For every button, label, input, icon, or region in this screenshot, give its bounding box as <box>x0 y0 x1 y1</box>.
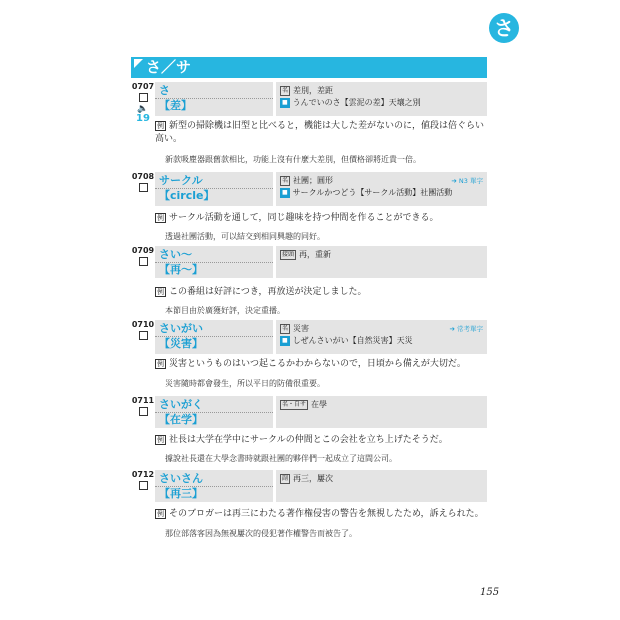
example-sentence <box>155 212 487 225</box>
section-title: さ／サ <box>146 58 192 76</box>
translation: 透過社團活動，可以結交到相同興趣的同好。 <box>165 232 325 241</box>
headword: さいさん <box>159 472 203 485</box>
section-header <box>131 57 487 78</box>
entry-number <box>131 246 155 266</box>
definition-box <box>276 172 487 206</box>
headword-kanji: 【在学】 <box>155 412 273 429</box>
track-number: 19 <box>136 113 150 124</box>
example-mark: 例 <box>157 122 164 130</box>
definition: 差別，差距 <box>293 86 334 95</box>
pos-tag: 接頭 <box>282 250 295 258</box>
headword-box <box>155 396 273 428</box>
example-mark: 例 <box>157 214 164 222</box>
checkbox[interactable] <box>139 331 148 340</box>
translation: 那位部落客因為無視屢次的侵犯著作權警告而被告了。 <box>165 529 357 538</box>
pos-tag: 名 <box>282 176 289 184</box>
headword: さ <box>159 84 170 97</box>
entry-number-text: 0707 <box>131 82 155 91</box>
checkbox[interactable] <box>139 257 148 266</box>
phrase: サークルかつどう【サークル活動】社團活動 <box>292 188 453 197</box>
headword: さいがく <box>159 398 203 411</box>
phrase-tag: ■ <box>282 98 288 106</box>
pos-tag: 名 <box>282 86 289 94</box>
definition-box <box>276 320 487 354</box>
example-mark: 例 <box>157 510 164 518</box>
headword-box <box>155 82 273 116</box>
example-text: 災害というものはいつ起こるかわからないので，日頃から備えが大切だ。 <box>169 359 466 369</box>
headword-kanji: 【再三】 <box>155 486 273 503</box>
phrase-tag: ■ <box>282 336 288 344</box>
entry-number-text: 0710 <box>131 320 155 329</box>
entry-number <box>131 320 155 340</box>
entry-number <box>131 470 155 490</box>
definition: 災害 <box>293 324 310 333</box>
entry-number <box>131 396 155 416</box>
level-tag: ➔ N3 單字 <box>451 177 483 185</box>
headword-box <box>155 470 273 502</box>
example-sentence <box>155 120 487 146</box>
definition: 再，重新 <box>299 250 332 259</box>
pos-tag: 副 <box>282 474 289 482</box>
headword-kanji: 【再～】 <box>155 262 273 279</box>
example-mark: 例 <box>157 360 164 368</box>
entry-number-text: 0709 <box>131 246 155 255</box>
example-sentence <box>155 434 487 447</box>
pos-tag: 名・自サ <box>282 400 307 408</box>
definition: 再三，屢次 <box>293 474 334 483</box>
page-badge: さ <box>489 13 519 43</box>
translation: 本節目由於廣獲好評，決定重播。 <box>165 306 285 315</box>
headword-box <box>155 172 273 206</box>
example-text: サークル活動を通して，同じ趣味を持つ仲間を作ることができる。 <box>169 213 439 223</box>
definition: 社團；圓形 <box>293 176 334 185</box>
phrase-tag: ■ <box>282 188 288 196</box>
translation: 災害隨時都會發生，所以平日的防備很重要。 <box>165 379 325 388</box>
pos-tag: 名 <box>282 324 289 332</box>
entry-number-text: 0708 <box>131 172 155 181</box>
phrase: うんでいのさ【雲泥の差】天壤之別 <box>292 98 421 107</box>
definition-box <box>276 82 487 116</box>
headword-kanji: 【circle】 <box>155 188 273 205</box>
phrase: しぜんさいがい【自然災害】天災 <box>292 336 413 345</box>
headword-box <box>155 320 273 354</box>
level-tag: ➔ 常考單字 <box>449 325 483 333</box>
example-sentence <box>155 286 487 299</box>
definition-box <box>276 396 487 428</box>
example-mark: 例 <box>157 288 164 296</box>
entry-number <box>131 172 155 192</box>
entry-number-text: 0711 <box>131 396 155 405</box>
entry-number <box>131 82 155 124</box>
example-text: 社長は大学在学中にサークルの仲間とこの会社を立ち上げたそうだ。 <box>169 435 448 445</box>
translation: 新款吸塵器跟舊款相比，功能上沒有什麼大差別，但價格卻將近貴一倍。 <box>165 155 421 164</box>
page-number: 155 <box>480 587 500 598</box>
headword: さい～ <box>159 248 192 261</box>
headword-box <box>155 246 273 278</box>
example-text: そのブロガーは再三にわたる著作権侵害の警告を無視したため，訴えられた。 <box>169 509 484 519</box>
checkbox[interactable] <box>139 183 148 192</box>
checkbox[interactable] <box>139 93 148 102</box>
headword: サークル <box>159 174 203 187</box>
example-sentence <box>155 358 487 371</box>
headword: さいがい <box>159 322 203 335</box>
corner-icon <box>134 59 143 68</box>
definition-box <box>276 470 487 502</box>
headword-kanji: 【差】 <box>155 98 273 115</box>
example-text: この番組は好評につき，再放送が決定しました。 <box>169 287 367 297</box>
checkbox[interactable] <box>139 481 148 490</box>
audio-icon[interactable]: 🔈 <box>137 104 149 114</box>
entry-number-text: 0712 <box>131 470 155 479</box>
example-mark: 例 <box>157 436 164 444</box>
example-text: 新型の掃除機は旧型と比べると，機能は大した差がないのに，値段は倍ぐらい高い。 <box>155 121 485 144</box>
definition: 在學 <box>311 400 328 409</box>
translation: 據說社長還在大學念書時就跟社團的夥伴們一起成立了這間公司。 <box>165 454 397 463</box>
definition-box <box>276 246 487 278</box>
headword-kanji: 【災害】 <box>155 336 273 353</box>
example-sentence <box>155 508 487 521</box>
checkbox[interactable] <box>139 407 148 416</box>
